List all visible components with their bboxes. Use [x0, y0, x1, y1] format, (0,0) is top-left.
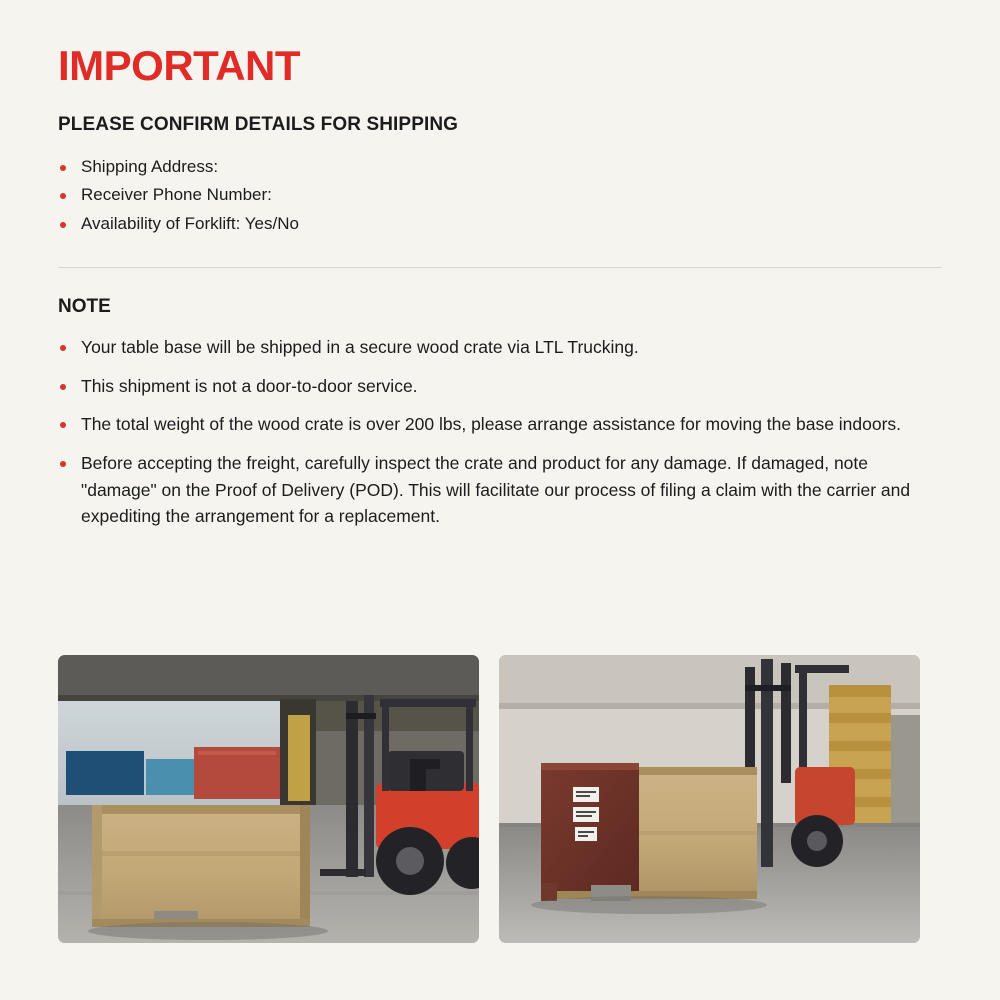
list-item	[58, 334, 942, 361]
list-item	[58, 450, 942, 530]
confirm-section-heading: PLEASE CONFIRM DETAILS FOR SHIPPING	[58, 114, 459, 136]
note-list	[58, 334, 942, 530]
crate-photo-right	[499, 655, 920, 943]
list-item-label: This shipment is not a door-to-door service.	[81, 375, 418, 396]
list-item-label: Availability of Forklift: Yes/No	[81, 213, 299, 233]
section-divider	[58, 267, 942, 268]
list-item	[58, 154, 942, 180]
list-item-label: Receiver Phone Number:	[81, 185, 272, 205]
list-item-label: Before accepting the freight, carefully inspect the crate and product for any damage. If damaged, note "damage" on the Proof of Delivery (POD). This will facilitate our process of filing a claim with the carrier and expediting the arrangement for a replacement.	[81, 452, 911, 527]
list-item-label: Shipping Address:	[81, 157, 219, 177]
bullet-dot-icon	[60, 461, 66, 467]
photo-gallery	[58, 655, 920, 943]
bullet-dot-icon	[60, 422, 66, 428]
crate-photo-left	[58, 655, 479, 943]
bullet-dot-icon	[60, 222, 66, 228]
list-item	[58, 182, 942, 208]
list-item	[58, 373, 942, 400]
bullet-dot-icon	[60, 165, 66, 171]
bullet-dot-icon	[60, 193, 66, 199]
bullet-dot-icon	[60, 384, 66, 390]
list-item-label: Your table base will be shipped in a secure wood crate via LTL Trucking.	[81, 337, 639, 358]
note-section-heading: NOTE	[58, 296, 111, 318]
page-title: IMPORTANT	[58, 42, 301, 89]
confirm-details-list	[58, 154, 942, 237]
list-item-label: The total weight of the wood crate is over 200 lbs, please arrange assistance for moving the base indoors.	[81, 414, 902, 435]
list-item	[58, 211, 942, 237]
list-item	[58, 411, 942, 438]
bullet-dot-icon	[60, 345, 66, 351]
